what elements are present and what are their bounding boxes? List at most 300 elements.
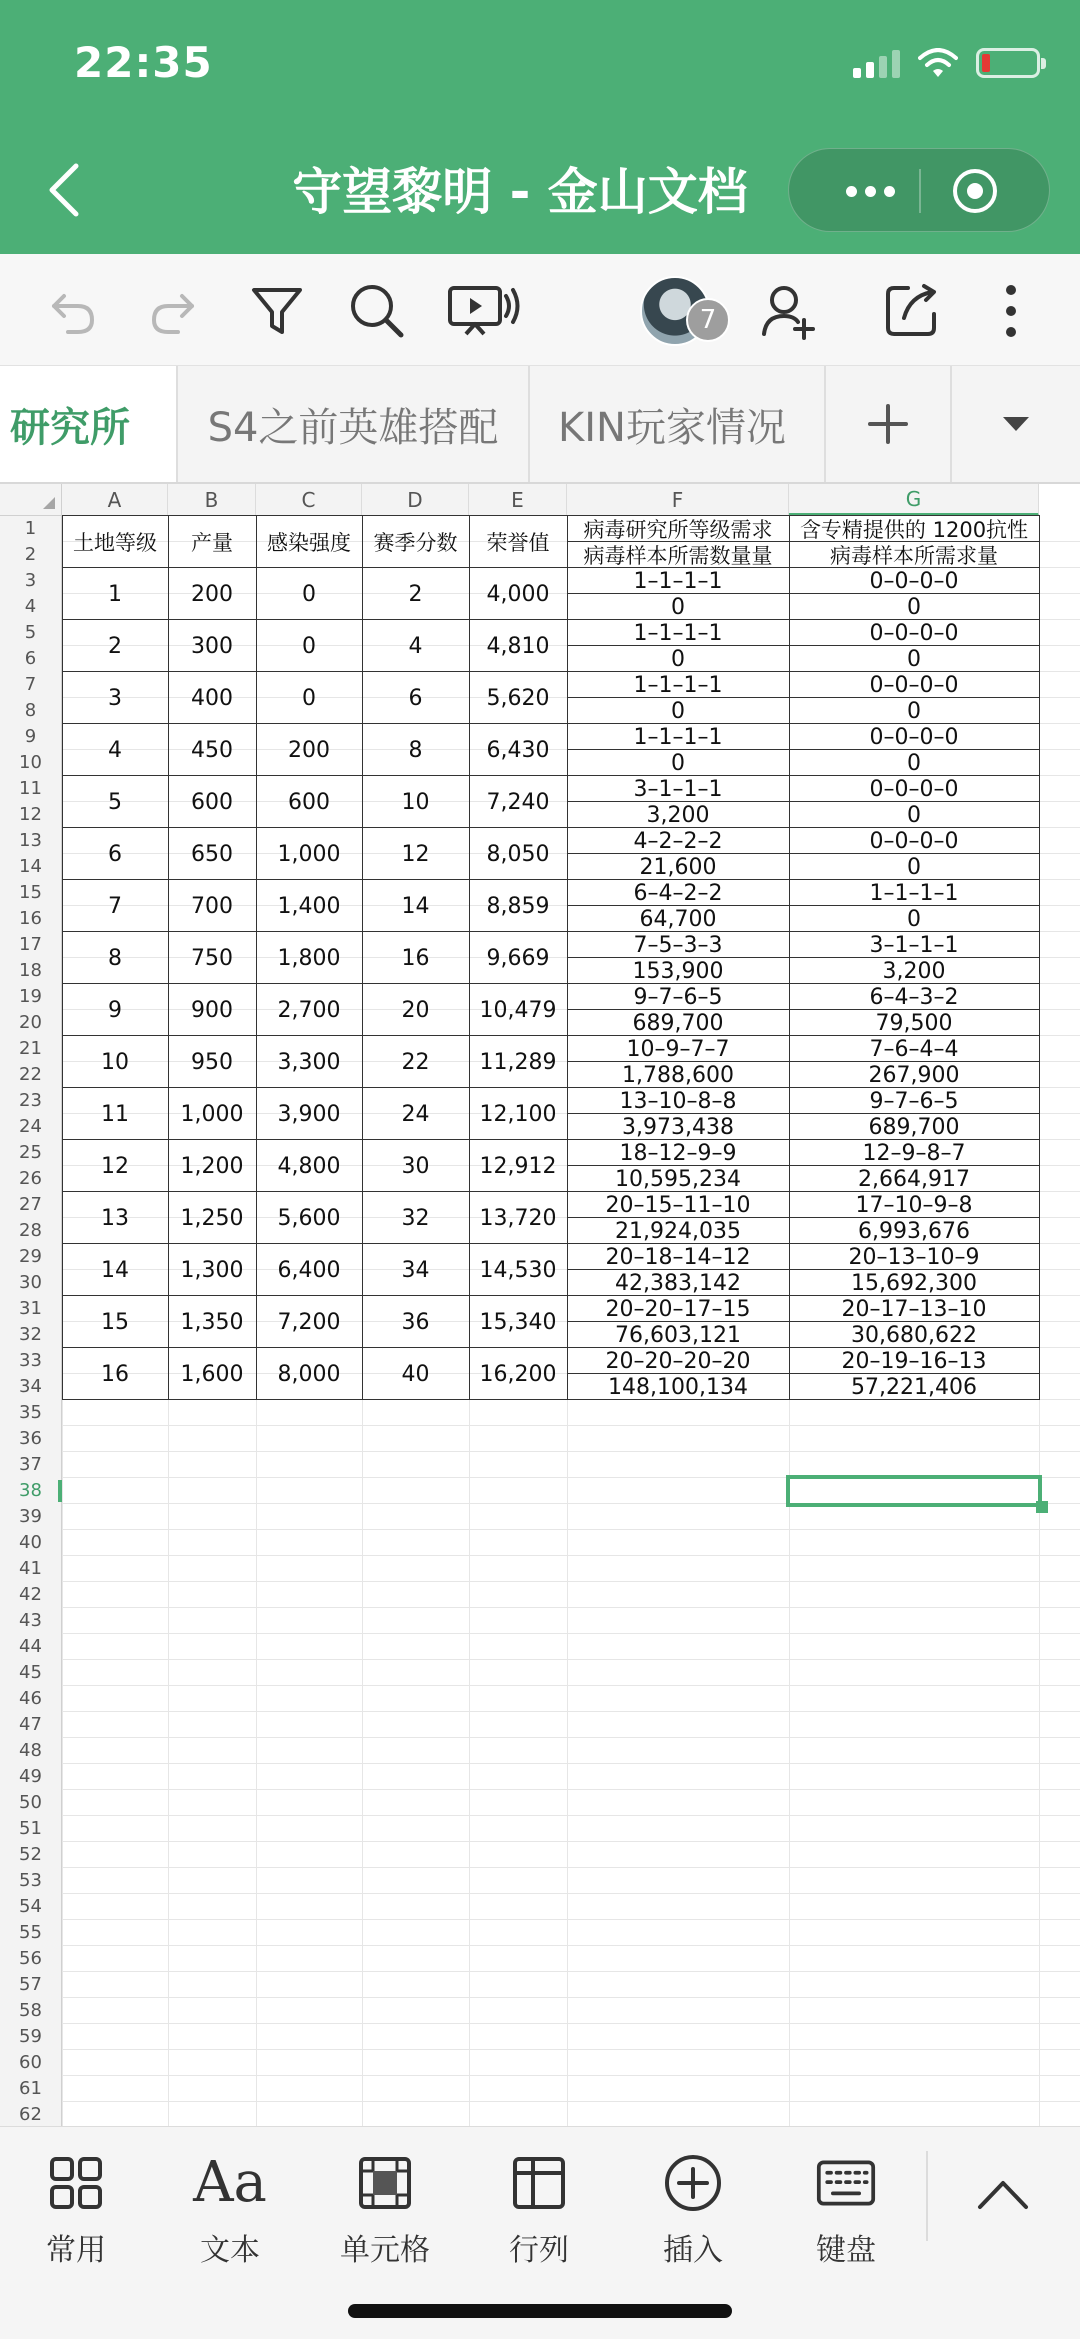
table-cell[interactable]: 4–2–2–2 (633, 828, 723, 854)
column-header[interactable]: F (567, 484, 789, 516)
row-header[interactable]: 52 (0, 1842, 62, 1868)
table-cell[interactable]: 42,383,142 (615, 1270, 741, 1296)
keyboard-icon (816, 2153, 876, 2213)
table-cell[interactable]: 18–12–9–9 (619, 1140, 737, 1166)
table-cell[interactable]: 16 (101, 1361, 129, 1387)
column-header[interactable]: C (256, 484, 362, 516)
gridline (62, 1997, 1080, 1998)
table-cell[interactable]: 7,240 (486, 789, 550, 815)
tab-research[interactable]: 研究所 (0, 366, 178, 482)
table-cell[interactable]: 0 (907, 594, 921, 620)
row-header[interactable]: 62 (0, 2102, 62, 2126)
table-cell[interactable]: 1–1–1–1 (633, 672, 723, 698)
table-cell[interactable]: 13–10–8–8 (619, 1088, 737, 1114)
row-header[interactable]: 42 (0, 1582, 62, 1608)
gridline (62, 1659, 1080, 1660)
row-header[interactable]: 30 (0, 1270, 62, 1296)
row-header[interactable]: 57 (0, 1972, 62, 1998)
row-header[interactable]: 49 (0, 1764, 62, 1790)
table-cell[interactable]: 8 (108, 945, 122, 971)
row-header[interactable]: 27 (0, 1192, 62, 1218)
row-header[interactable]: 44 (0, 1634, 62, 1660)
table-cell[interactable]: 12–9–8–7 (862, 1140, 966, 1166)
row-header[interactable]: 10 (0, 750, 62, 776)
table-cell[interactable]: 15 (101, 1309, 129, 1335)
column-header[interactable]: G (789, 484, 1039, 516)
row-header[interactable]: 16 (0, 906, 62, 932)
table-cell[interactable]: 30,680,622 (851, 1322, 977, 1348)
row-header[interactable]: 25 (0, 1140, 62, 1166)
table-cell[interactable]: 17–10–9–8 (855, 1192, 973, 1218)
table-cell[interactable]: 21,600 (639, 854, 717, 880)
table-cell[interactable]: 1 (108, 581, 122, 607)
table-cell[interactable]: 1–1–1–1 (633, 724, 723, 750)
row-header[interactable]: 17 (0, 932, 62, 958)
table-cell[interactable]: 10 (101, 1049, 129, 1075)
table-cell[interactable]: 6 (108, 841, 122, 867)
table-cell[interactable]: 14 (101, 1257, 129, 1283)
row-header[interactable]: 61 (0, 2076, 62, 2102)
gridline (62, 2049, 1080, 2050)
table-cell[interactable]: 1,000 (180, 1101, 244, 1127)
table-cell[interactable]: 20–20–20–20 (605, 1348, 751, 1374)
table-cell[interactable]: 9,669 (486, 945, 550, 971)
row-header[interactable]: 59 (0, 2024, 62, 2050)
row-header[interactable]: 24 (0, 1114, 62, 1140)
row-header[interactable]: 33 (0, 1348, 62, 1374)
table-cell[interactable]: 0 (907, 802, 921, 828)
row-header[interactable]: 2 (0, 542, 62, 568)
table-cell[interactable]: 20–17–13–10 (841, 1296, 987, 1322)
table-cell[interactable]: 4,800 (277, 1153, 341, 1179)
filter-icon[interactable] (246, 280, 308, 342)
row-header[interactable]: 41 (0, 1556, 62, 1582)
row-header[interactable]: 58 (0, 1998, 62, 2024)
tab-heroes[interactable]: S4之前英雄搭配 (178, 366, 530, 482)
row-header[interactable]: 29 (0, 1244, 62, 1270)
header-cell[interactable]: 土地等级 (73, 531, 157, 555)
table-cell[interactable]: 600 (191, 789, 233, 815)
row-header[interactable]: 54 (0, 1894, 62, 1920)
table-cell[interactable]: 9 (108, 997, 122, 1023)
more-options-icon[interactable] (825, 173, 915, 209)
table-cell[interactable]: 10,595,234 (615, 1166, 741, 1192)
table-cell[interactable]: 0–0–0–0 (869, 776, 959, 802)
row-header[interactable]: 31 (0, 1296, 62, 1322)
table-cell[interactable]: 200 (191, 581, 233, 607)
row-header[interactable]: 46 (0, 1686, 62, 1712)
table-cell[interactable]: 5 (108, 789, 122, 815)
table-cell[interactable]: 4,810 (486, 633, 550, 659)
table-cell[interactable]: 12 (401, 841, 430, 867)
table-cell[interactable]: 3,200 (646, 802, 710, 828)
row-header[interactable]: 34 (0, 1374, 62, 1400)
gridline (62, 2023, 1080, 2024)
table-cell[interactable]: 10–9–7–7 (626, 1036, 730, 1062)
table-cell[interactable]: 0–0–0–0 (869, 568, 959, 594)
table-cell[interactable]: 34 (401, 1257, 430, 1283)
gridline (62, 1841, 1080, 1842)
table-cell[interactable]: 200 (288, 737, 330, 763)
table-cell[interactable]: 0–0–0–0 (869, 724, 959, 750)
row-header[interactable]: 21 (0, 1036, 62, 1062)
row-header[interactable]: 55 (0, 1920, 62, 1946)
row-header[interactable]: 11 (0, 776, 62, 802)
common-tools-label: 常用 (46, 2233, 106, 2268)
table-cell[interactable]: 1–1–1–1 (869, 880, 959, 906)
collaborator-count-badge: 7 (686, 298, 730, 342)
row-header[interactable]: 45 (0, 1660, 62, 1686)
gridline (62, 1893, 1080, 1894)
table-cell[interactable]: 1,250 (180, 1205, 244, 1231)
table-cell[interactable]: 20–20–17–15 (605, 1296, 751, 1322)
status-time: 22:35 (74, 38, 213, 87)
table-cell[interactable]: 2,700 (277, 997, 341, 1023)
table-cell[interactable]: 6,430 (486, 737, 550, 763)
row-header[interactable]: 4 (0, 594, 62, 620)
table-cell[interactable]: 7–6–4–4 (869, 1036, 959, 1062)
common-tools-button[interactable] (16, 2147, 136, 2277)
row-header[interactable]: 22 (0, 1062, 62, 1088)
table-cell[interactable]: 20 (401, 997, 430, 1023)
table-cell[interactable]: 6,993,676 (858, 1218, 970, 1244)
triangle-down-icon (1001, 414, 1031, 434)
selected-cell[interactable] (786, 1475, 1042, 1507)
fill-handle[interactable] (1036, 1501, 1048, 1513)
select-all-corner[interactable] (0, 484, 62, 516)
table-cell[interactable]: 32 (401, 1205, 430, 1231)
table-cell[interactable]: 57,221,406 (851, 1374, 977, 1400)
table-cell[interactable]: 0–0–0–0 (869, 672, 959, 698)
row-header[interactable]: 53 (0, 1868, 62, 1894)
table-cell[interactable]: 5,600 (277, 1205, 341, 1231)
table-cell[interactable]: 1,788,600 (622, 1062, 734, 1088)
table-cell[interactable]: 76,603,121 (615, 1322, 741, 1348)
gridline (62, 1711, 1080, 1712)
table-cell[interactable]: 1,000 (277, 841, 341, 867)
table-cell[interactable]: 1,350 (180, 1309, 244, 1335)
gridline (62, 1763, 1080, 1764)
row-header[interactable]: 51 (0, 1816, 62, 1842)
spreadsheet-grid[interactable] (0, 484, 1080, 2126)
table-cell[interactable]: 15,692,300 (851, 1270, 977, 1296)
plus-icon (866, 402, 910, 446)
table-cell[interactable]: 2 (108, 633, 122, 659)
table-cell[interactable]: 13,720 (479, 1205, 557, 1231)
text-format-label: 文本 (200, 2233, 260, 2268)
grid-icon (46, 2153, 106, 2213)
table-cell[interactable]: 1,200 (180, 1153, 244, 1179)
cell-format-label: 单元格 (340, 2233, 430, 2268)
table-cell[interactable]: 14,530 (479, 1257, 557, 1283)
row-header[interactable]: 9 (0, 724, 62, 750)
table-cell[interactable]: 267,900 (868, 1062, 960, 1088)
wifi-icon (918, 48, 958, 78)
page-title: 守望黎明 - 金山文档 (292, 163, 748, 221)
table-cell[interactable]: 0 (671, 594, 685, 620)
table-cell[interactable]: 0 (302, 581, 316, 607)
row-header[interactable]: 8 (0, 698, 62, 724)
row-header[interactable]: 13 (0, 828, 62, 854)
table-cell[interactable]: 16 (401, 945, 430, 971)
table-cell[interactable]: 8,859 (486, 893, 550, 919)
table-cell[interactable]: 689,700 (868, 1114, 960, 1140)
table-cell[interactable]: 3 (108, 685, 122, 711)
table-cell[interactable]: 300 (191, 633, 233, 659)
gridline (62, 1555, 1080, 1556)
sheet-list-button[interactable] (952, 366, 1080, 482)
table-cell[interactable]: 0 (671, 698, 685, 724)
gridline (62, 1581, 1080, 1582)
table-cell[interactable]: 22 (401, 1049, 430, 1075)
sheet-tabs (0, 366, 1080, 484)
table-cell[interactable]: 24 (401, 1101, 430, 1127)
table-cell[interactable]: 650 (191, 841, 233, 867)
table-cell[interactable]: 0 (671, 750, 685, 776)
table-cell[interactable]: 0 (671, 646, 685, 672)
table-cell[interactable]: 3,300 (277, 1049, 341, 1075)
gridline (62, 1425, 1080, 1426)
table-cell[interactable]: 1,600 (180, 1361, 244, 1387)
table-cell[interactable]: 79,500 (875, 1010, 953, 1036)
gridline (62, 1919, 1080, 1920)
table-cell[interactable]: 20–13–10–9 (848, 1244, 980, 1270)
insert-button[interactable] (633, 2147, 753, 2277)
redo-icon[interactable] (144, 280, 206, 342)
gridline (62, 1451, 1080, 1452)
table-cell[interactable]: 8,050 (486, 841, 550, 867)
row-header[interactable]: 56 (0, 1946, 62, 1972)
table-cell[interactable]: 0 (302, 633, 316, 659)
table-cell[interactable]: 6 (408, 685, 423, 711)
row-header[interactable]: 60 (0, 2050, 62, 2076)
table-cell[interactable]: 900 (191, 997, 233, 1023)
table-cell[interactable]: 30 (401, 1153, 430, 1179)
table-cell[interactable]: 20–18–14–12 (605, 1244, 751, 1270)
close-target-icon[interactable] (951, 167, 999, 215)
row-header[interactable]: 38 (0, 1478, 62, 1504)
table-cell[interactable]: 3–1–1–1 (633, 776, 723, 802)
signal-icon (853, 48, 900, 78)
table-cell[interactable]: 600 (288, 789, 330, 815)
present-icon[interactable] (446, 280, 522, 342)
table-cell[interactable]: 7–5–3–3 (633, 932, 723, 958)
table-cell[interactable]: 1,800 (277, 945, 341, 971)
column-header[interactable]: E (469, 484, 567, 516)
cell-format-button[interactable] (325, 2147, 445, 2277)
row-header[interactable]: 12 (0, 802, 62, 828)
row-column-label: 行列 (509, 2233, 569, 2268)
table-cell[interactable]: 3–1–1–1 (869, 932, 959, 958)
insert-plus-icon (663, 2153, 723, 2213)
table-cell[interactable]: 5,620 (486, 685, 550, 711)
gridline (62, 1971, 1080, 1972)
text-format-button[interactable] (170, 2147, 290, 2277)
row-header[interactable]: 36 (0, 1426, 62, 1452)
row-header[interactable]: 1 (0, 516, 62, 542)
home-indicator (348, 2304, 732, 2318)
table-cell[interactable]: 0 (907, 906, 921, 932)
header-cell[interactable]: 产量 (191, 531, 233, 555)
table-cell[interactable]: 4,000 (486, 581, 550, 607)
table-cell[interactable]: 7 (108, 893, 122, 919)
row-header[interactable]: 35 (0, 1400, 62, 1426)
tab-kin-players[interactable]: KIN玩家情况 (558, 404, 786, 451)
capsule-divider (919, 169, 921, 213)
table-cell[interactable]: 0 (907, 646, 921, 672)
table-cell[interactable]: 11,289 (479, 1049, 557, 1075)
table-cell[interactable]: 0 (907, 698, 921, 724)
cell-icon (355, 2153, 415, 2213)
add-collaborator-icon[interactable] (758, 280, 820, 342)
table-cell[interactable]: 6–4–2–2 (633, 880, 723, 906)
row-header[interactable]: 7 (0, 672, 62, 698)
table-cell[interactable]: 0 (907, 854, 921, 880)
table-cell[interactable]: 450 (191, 737, 233, 763)
row-header[interactable]: 32 (0, 1322, 62, 1348)
table-cell[interactable]: 1,300 (180, 1257, 244, 1283)
table-cell[interactable]: 2 (408, 581, 423, 607)
insert-label: 插入 (663, 2233, 723, 2268)
table-cell[interactable]: 36 (401, 1309, 430, 1335)
table-cell[interactable]: 21,924,035 (615, 1218, 741, 1244)
table-cell[interactable]: 11 (101, 1101, 129, 1127)
gridline (62, 2075, 1080, 2076)
gridline (62, 1737, 1080, 1738)
row-header[interactable]: 23 (0, 1088, 62, 1114)
table-cell[interactable]: 6,400 (277, 1257, 341, 1283)
table-cell[interactable]: 0 (907, 750, 921, 776)
row-header[interactable]: 5 (0, 620, 62, 646)
table-border (1039, 515, 1040, 1400)
row-column-button[interactable] (479, 2147, 599, 2277)
undo-icon[interactable] (40, 280, 102, 342)
table-cell[interactable]: 3,200 (882, 958, 946, 984)
table-cell[interactable]: 20–19–16–13 (841, 1348, 987, 1374)
row-header[interactable]: 28 (0, 1218, 62, 1244)
table-cell[interactable]: 2,664,917 (858, 1166, 970, 1192)
table-cell[interactable]: 8,000 (277, 1361, 341, 1387)
header-cell[interactable]: 荣誉值 (486, 531, 550, 555)
row-header[interactable]: 48 (0, 1738, 62, 1764)
table-cell[interactable]: 40 (401, 1361, 430, 1387)
keyboard-button[interactable] (786, 2147, 906, 2277)
header-cell[interactable]: 病毒研究所等级需求 (583, 518, 773, 542)
row-header[interactable]: 47 (0, 1712, 62, 1738)
expand-up-icon[interactable] (976, 2177, 1030, 2211)
table-cell[interactable]: 9–7–6–5 (869, 1088, 959, 1114)
table-cell[interactable]: 4 (408, 633, 423, 659)
row-header[interactable]: 37 (0, 1452, 62, 1478)
table-cell[interactable]: 9–7–6–5 (633, 984, 723, 1010)
column-header[interactable]: B (168, 484, 256, 516)
table-cell[interactable]: 8 (408, 737, 423, 763)
table-cell[interactable]: 0 (302, 685, 316, 711)
table-cell[interactable]: 10,479 (479, 997, 557, 1023)
row-header[interactable]: 18 (0, 958, 62, 984)
table-cell[interactable]: 13 (101, 1205, 129, 1231)
table-cell[interactable]: 153,900 (632, 958, 724, 984)
table-cell[interactable]: 15,340 (479, 1309, 557, 1335)
gridline (62, 2101, 1080, 2102)
header-cell[interactable]: 病毒样本所需求量 (830, 544, 998, 568)
title-bar (0, 0, 1080, 254)
table-cell[interactable]: 0–0–0–0 (869, 828, 959, 854)
row-header[interactable]: 19 (0, 984, 62, 1010)
row-header[interactable]: 20 (0, 1010, 62, 1036)
table-cell[interactable]: 750 (191, 945, 233, 971)
table-cell[interactable]: 1,400 (277, 893, 341, 919)
row-column-icon (509, 2153, 569, 2213)
header-cell[interactable]: 病毒样本所需数量量 (583, 544, 773, 568)
gridline (62, 1685, 1080, 1686)
table-cell[interactable]: 400 (191, 685, 233, 711)
row-header[interactable]: 43 (0, 1608, 62, 1634)
gridline (62, 1815, 1080, 1816)
table-cell[interactable]: 148,100,134 (608, 1374, 748, 1400)
row-header[interactable]: 39 (0, 1504, 62, 1530)
table-cell[interactable]: 4 (108, 737, 122, 763)
table-cell[interactable]: 3,900 (277, 1101, 341, 1127)
row-header[interactable]: 26 (0, 1166, 62, 1192)
table-cell[interactable]: 689,700 (632, 1010, 724, 1036)
text-format-icon: Aa (193, 2150, 267, 2215)
table-cell[interactable]: 14 (401, 893, 430, 919)
table-cell[interactable]: 1–1–1–1 (633, 620, 723, 646)
table-cell[interactable]: 950 (191, 1049, 233, 1075)
row-header[interactable]: 6 (0, 646, 62, 672)
table-cell[interactable]: 700 (191, 893, 233, 919)
table-cell[interactable]: 64,700 (639, 906, 717, 932)
row-header[interactable]: 14 (0, 854, 62, 880)
gridline (62, 1607, 1080, 1608)
mini-program-capsule (788, 148, 1050, 232)
gridline (62, 1945, 1080, 1946)
table-cell[interactable]: 6–4–3–2 (869, 984, 959, 1010)
table-cell[interactable]: 16,200 (479, 1361, 557, 1387)
table-cell[interactable]: 7,200 (277, 1309, 341, 1335)
header-cell[interactable]: 赛季分数 (373, 531, 458, 555)
table-cell[interactable]: 12,100 (479, 1101, 557, 1127)
table-cell[interactable]: 20–15–11–10 (605, 1192, 751, 1218)
table-cell[interactable]: 1–1–1–1 (633, 568, 723, 594)
column-header[interactable]: D (362, 484, 469, 516)
share-icon[interactable] (880, 280, 942, 342)
header-cell[interactable]: 感染强度 (267, 531, 351, 555)
gridline (62, 1529, 1080, 1530)
header-cell[interactable]: 含专精提供的 1200抗性 (799, 518, 1029, 542)
add-sheet-button[interactable] (824, 366, 952, 482)
editor-toolbar (0, 254, 1080, 366)
table-cell[interactable]: 0–0–0–0 (869, 620, 959, 646)
gridline (62, 1633, 1080, 1634)
gridline (62, 1789, 1080, 1790)
more-vertical-icon[interactable] (996, 280, 1026, 342)
row-header[interactable]: 3 (0, 568, 62, 594)
table-cell[interactable]: 12,912 (479, 1153, 557, 1179)
row-header[interactable]: 40 (0, 1530, 62, 1556)
column-header[interactable]: A (62, 484, 168, 516)
status-icons (853, 48, 1040, 78)
table-cell[interactable]: 10 (401, 789, 430, 815)
table-cell[interactable]: 3,973,438 (622, 1114, 734, 1140)
row-header[interactable]: 50 (0, 1790, 62, 1816)
bottom-divider (926, 2151, 928, 2241)
row-header[interactable]: 15 (0, 880, 62, 906)
search-icon[interactable] (346, 280, 408, 342)
table-cell[interactable]: 12 (101, 1153, 129, 1179)
selected-row-marker (58, 1480, 62, 1502)
